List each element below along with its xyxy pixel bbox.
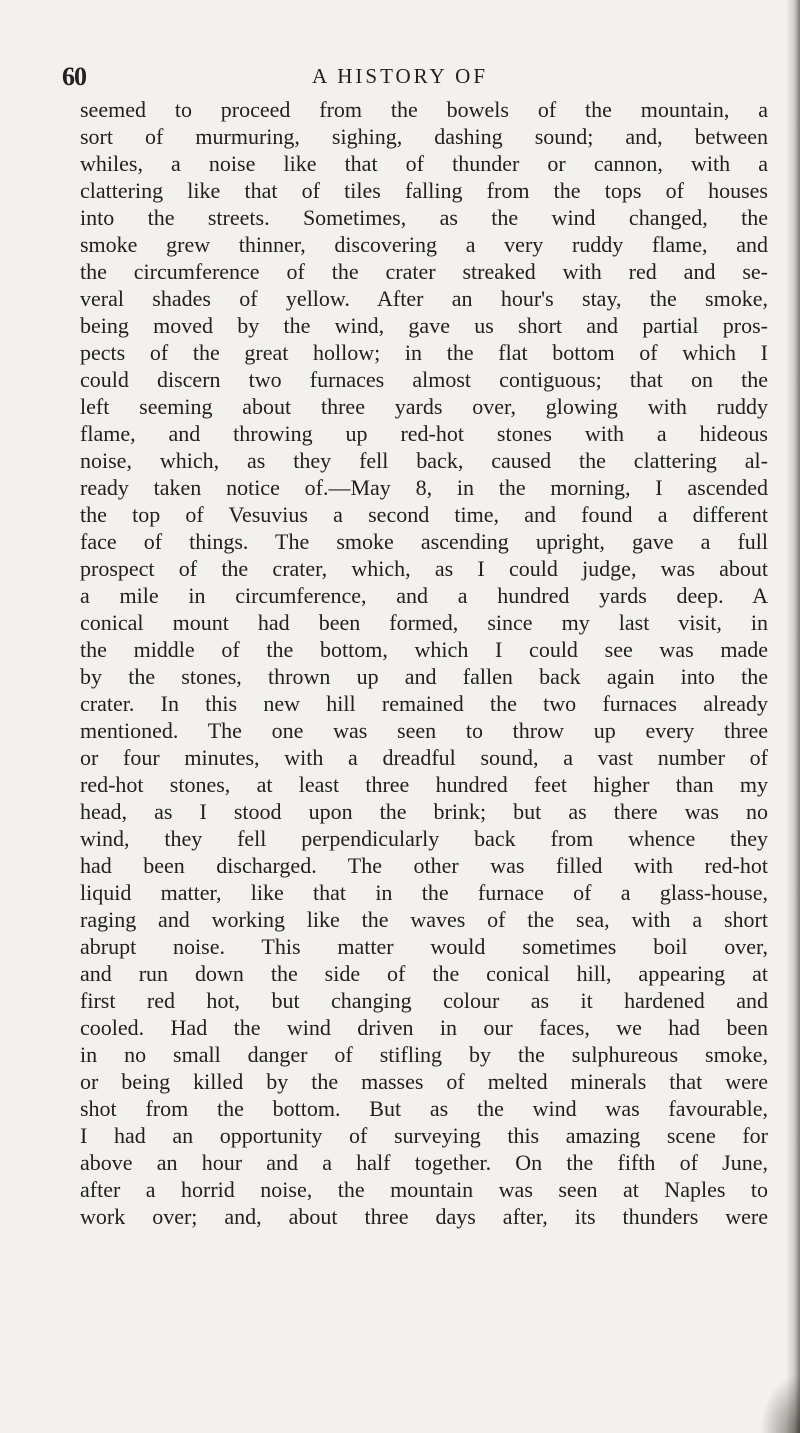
text-line: wind, they fell perpendicularly back from whence they (80, 826, 768, 851)
text-line: crater. In this new hill remained the two furnaces already (80, 691, 768, 716)
text-line: left seeming about three yards over, glowing with ruddy (80, 394, 768, 419)
text-line: red-hot stones, at least three hundred feet higher than my (80, 772, 768, 797)
page-edge-shadow (786, 0, 800, 1433)
text-line: above an hour and a half together. On the fifth of June, (80, 1150, 768, 1175)
text-line: raging and working like the waves of the sea, with a short (80, 907, 768, 932)
text-line: abrupt noise. This matter would sometimes boil over, (80, 934, 768, 959)
text-line: mentioned. The one was seen to throw up every three (80, 718, 768, 743)
text-line: shot from the bottom. But as the wind was favourable, (80, 1096, 768, 1121)
running-head: A HISTORY OF (311, 64, 489, 88)
text-line: cooled. Had the wind driven in our faces, we had been (80, 1015, 768, 1040)
text-line: and run down the side of the conical hill, appearing at (80, 961, 768, 986)
text-line: pects of the great hollow; in the flat bottom of which I (80, 340, 768, 365)
text-line: smoke grew thinner, discovering a very ruddy flame, and (80, 232, 768, 257)
text-line: I had an opportunity of surveying this amazing scene for (80, 1123, 768, 1148)
text-line: sort of murmuring, sighing, dashing sound; and, between (80, 124, 768, 149)
text-line: being moved by the wind, gave us short and partial pros- (80, 313, 768, 338)
text-line: work over; and, about three days after, its thunders were (80, 1204, 768, 1229)
text-line: into the streets. Sometimes, as the wind changed, the (80, 205, 768, 230)
text-line: veral shades of yellow. After an hour's stay, the smoke, (80, 286, 768, 311)
text-line: head, as I stood upon the brink; but as there was no (80, 799, 768, 824)
text-line: after a horrid noise, the mountain was seen at Naples to (80, 1177, 768, 1202)
text-line: whiles, a noise like that of thunder or cannon, with a (80, 151, 768, 176)
text-line: face of things. The smoke ascending upright, gave a full (80, 529, 768, 554)
text-line: by the stones, thrown up and fallen back again into the (80, 664, 768, 689)
text-line: could discern two furnaces almost contiguous; that on the (80, 367, 768, 392)
text-line: the top of Vesuvius a second time, and found a different (80, 502, 768, 527)
text-line: the middle of the bottom, which I could see was made (80, 637, 768, 662)
page-number: 60 (62, 62, 86, 91)
text-line: prospect of the crater, which, as I could judge, was about (80, 556, 768, 581)
text-line: liquid matter, like that in the furnace of a glass-house, (80, 880, 768, 905)
text-line: flame, and throwing up red-hot stones with a hideous (80, 421, 768, 446)
text-line: noise, which, as they fell back, caused the clattering al- (80, 448, 768, 473)
text-line: the circumference of the crater streaked with red and se- (80, 259, 768, 284)
page-corner-shadow (760, 1373, 800, 1433)
text-line: a mile in circumference, and a hundred yards deep. A (80, 583, 768, 608)
text-line: or being killed by the masses of melted minerals that were (80, 1069, 768, 1094)
text-line: clattering like that of tiles falling from the tops of houses (80, 178, 768, 203)
text-line: conical mount had been formed, since my last visit, in (80, 610, 768, 635)
text-line: ready taken notice of.—May 8, in the morning, I ascended (80, 475, 768, 500)
text-line: seemed to proceed from the bowels of the mountain, a (80, 97, 768, 122)
text-line: first red hot, but changing colour as it hardened and (80, 988, 768, 1013)
text-line: had been discharged. The other was filled with red-hot (80, 853, 768, 878)
body-text (80, 96, 768, 1230)
text-line: in no small danger of stifling by the sulphureous smoke, (80, 1042, 768, 1067)
text-line: or four minutes, with a dreadful sound, a vast number of (80, 745, 768, 770)
